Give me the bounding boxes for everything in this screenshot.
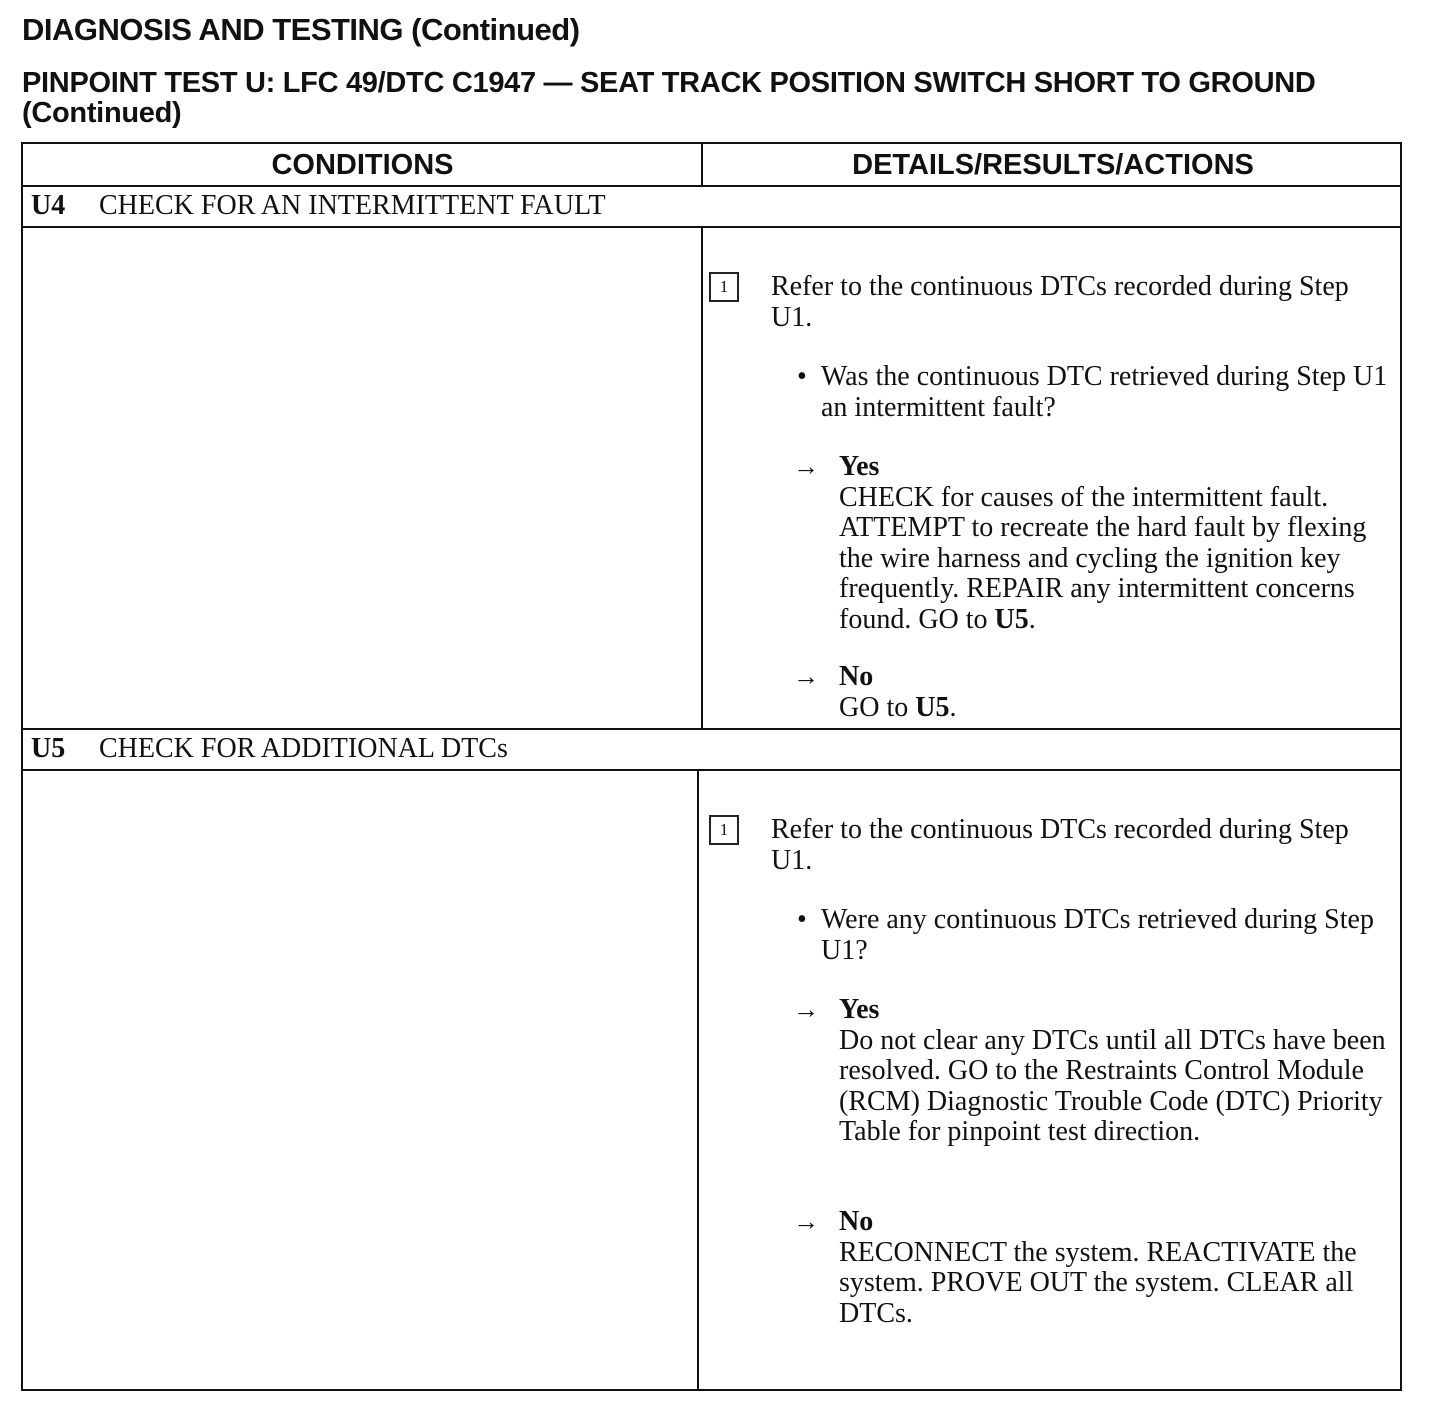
step-id: U4 [31,190,66,221]
row-divider [23,728,1400,730]
no-label: No [839,661,874,692]
yes-result [839,995,1394,1148]
pinpoint-test-table [21,142,1402,1391]
bullet: • [797,361,807,392]
yes-action: Do not clear any DTCs until all DTCs have been resolved. GO to the Restraints Control Module (RCM) Diagnostic Trouble Code (DTC) Priority Table for pinpoint test direction. [839,1024,1386,1147]
no-action: GO to U5. [839,691,957,723]
column-header-conditions: CONDITIONS [271,148,454,181]
yes-label: Yes [839,451,880,482]
column-divider [701,228,703,728]
no-action: RECONNECT the system. REACTIVATE the system. PROVE OUT the system. CLEAR all DTCs. [839,1236,1357,1329]
bullet: • [797,904,807,935]
step-question: Were any continuous DTCs retrieved during Step U1? [821,904,1374,966]
step-number-box: 1 [709,815,739,845]
yes-arrow-icon: → [793,995,819,1024]
step-number-box: 1 [709,272,739,302]
step-content-u5 [709,771,1399,1389]
step-question: Was the continuous DTC retrieved during Step U1 an intermittent fault? [821,361,1388,423]
step-id: U5 [31,733,66,764]
step-title: CHECK FOR AN INTERMITTENT FAULT [99,190,606,221]
yes-label: Yes [839,994,880,1025]
step-reference[interactable]: U5 [994,603,1029,635]
step-reference[interactable]: U5 [915,691,950,723]
no-result [839,662,1394,723]
step-heading-u5 [31,733,508,765]
yes-result [839,452,1394,635]
yes-action: CHECK for causes of the intermittent fault. ATTEMPT to recreate the hard fault by flexing the wire harness and cycling the ignition key frequently. REPAIR any intermittent concerns found. GO to U5. [839,481,1367,635]
column-header-details: DETAILS/RESULTS/ACTIONS [852,148,1254,181]
pinpoint-test-title: PINPOINT TEST U: LFC 49/DTC C1947 — SEAT TRACK POSITION SWITCH SHORT TO GROUND (Continued) [22,67,1316,129]
step-heading-u4 [31,190,606,222]
step-instruction: Refer to the continuous DTCs recorded during Step U1. [771,271,1349,333]
column-divider [701,144,703,186]
page-title: DIAGNOSIS AND TESTING (Continued) [22,12,580,47]
no-result [839,1207,1394,1329]
column-divider [697,771,699,1391]
step-instruction: Refer to the continuous DTCs recorded during Step U1. [771,814,1349,876]
no-arrow-icon: → [793,1207,819,1236]
no-arrow-icon: → [793,662,819,691]
yes-arrow-icon: → [793,452,819,481]
row-divider [23,185,1400,187]
step-content-u4 [709,228,1399,728]
step-title: CHECK FOR ADDITIONAL DTCs [99,733,508,764]
no-label: No [839,1206,874,1237]
